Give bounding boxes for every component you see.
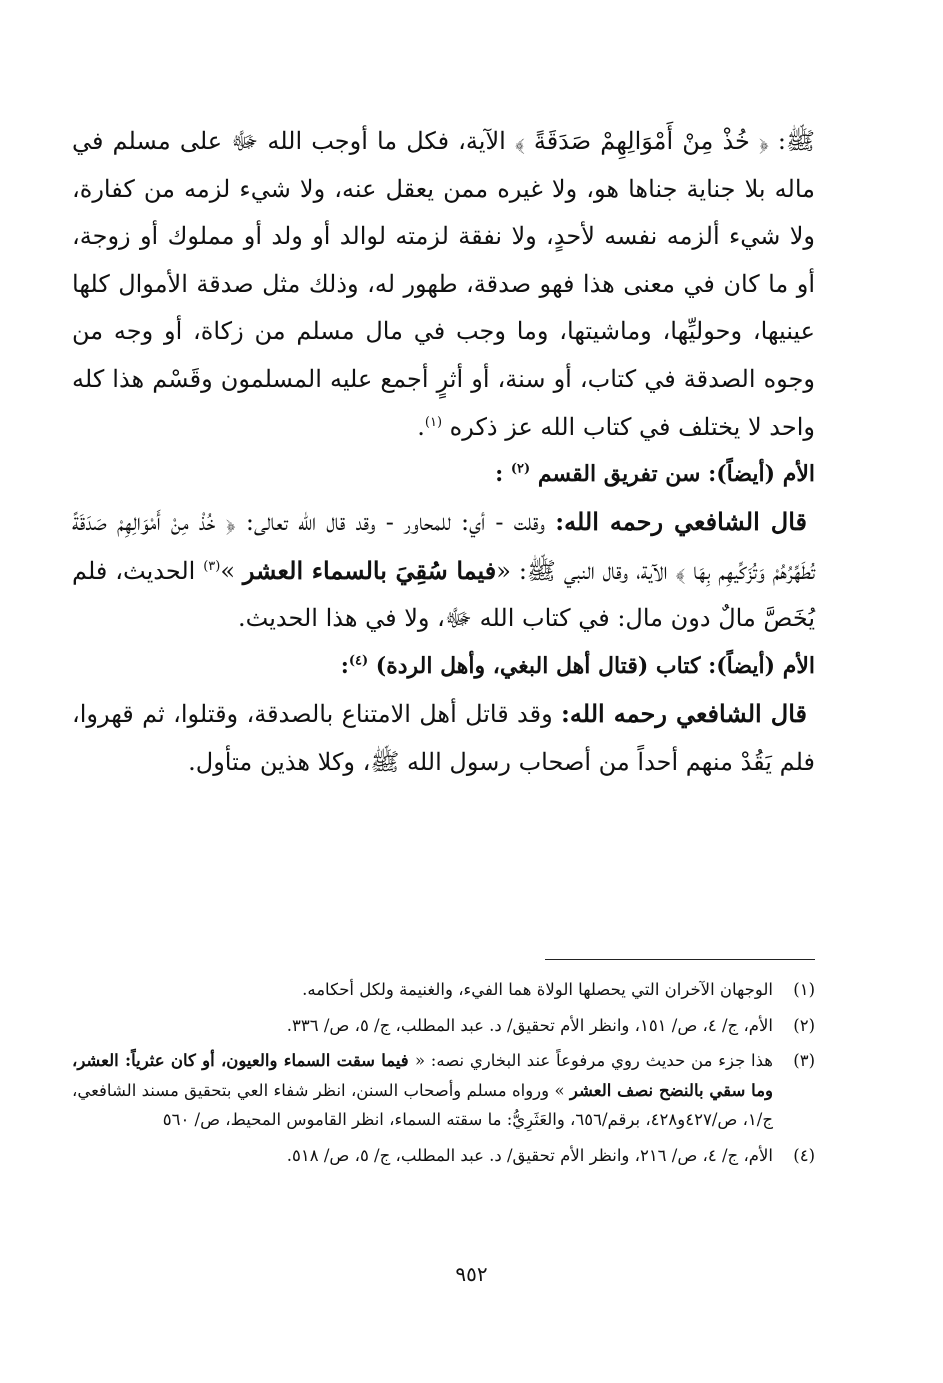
paragraph-1-end: . (417, 412, 425, 441)
section-heading-2-end: : (340, 652, 349, 679)
footnote-number: (٣) (793, 1051, 815, 1070)
footnote-ref-3[interactable]: (٣) (203, 558, 221, 574)
section-heading-1-end: : (495, 461, 504, 488)
footnote-4 (72, 1141, 815, 1171)
footnote-text (72, 1046, 773, 1135)
paragraph-2-text: وقلت - أي: للمحاور - وقد قال الله تعالى: ﴿ خُذْ مِنْ أَمْوَالِهِمْ صَدَقَةً تُطَهِّرُهُمْ وَتُزَكِّيهِم بِهَا ﴾ الآية، وقال النبي ﷺ: « (72, 508, 815, 585)
paragraph-2-text-end: الحديث، فلم يُخَصَّ مالٌ دون مال: في كتاب الله ﷻ، ولا في هذا الحديث. (72, 556, 815, 633)
section-heading-1 (72, 451, 815, 498)
section-heading-2 (72, 643, 815, 690)
footnote-text: الأم، ج/ ٤، ص/ ٢١٦، وانظر الأم تحقيق/ د. عبد المطلب، ج/ ٥، ص/ ٥١٨. (286, 1145, 773, 1165)
footnote-separator (545, 959, 815, 960)
section-heading-1-text: الأم (أيضاً): سن تفريق القسم (537, 461, 815, 488)
footnote-number: (٢) (793, 1015, 815, 1035)
footnote-ref-4[interactable]: (٤) (348, 653, 369, 669)
paragraph-1 (72, 118, 815, 451)
footnotes (72, 975, 815, 1176)
footnote-3 (72, 1046, 815, 1135)
hadith-quote: فيما سُقِيَ بالسماء العشر (242, 555, 497, 585)
footnote-hadith-quote: فيما سقت السماء والعيون، أو كان عثرياً: العشر، وما سقي بالنضح نصف العشر (72, 1051, 774, 1100)
footnote-text: الأم، ج/ ٤، ص/ ١٥١، وانظر الأم تحقيق/ د. عبد المطلب، ج/ ٥، ص/ ٣٣٦. (286, 1015, 773, 1035)
paragraph-3 (72, 690, 815, 786)
main-text (72, 118, 815, 786)
paragraph-1-text: ﷺ: ﴿ خُذْ مِنْ أَمْوَالِهِمْ صَدَقَةً ﴾ الآية، فكل ما أوجب الله ﷻ على مسلم في ماله بلا جناية جناها هو، ولا غيره ممن يعقل عنه، ولا شيء لزمه من كفارة، ولا شيء ألزمه نفسه لأحدٍ، ولا نفقة لزمته لوالد أو ولد أو مملوك أو زوجة، أو ما كان في معنى هذا فهو صدقة، طهور له، وذلك مثل صدقة الأموال كلها عينيها، وحوليِّها، وماشيتها، وما وجب في مال مسلم من زكاة، أو وجه من وجوه الصدقة في كتاب، أو سنة، أو أثرٍ أجمع عليه المسلمون وقَسْم هذا كله واحد لا يختلف في كتاب الله عز ذكره (72, 127, 815, 441)
footnote-1 (72, 975, 815, 1005)
hadith-quote-close: » (220, 556, 243, 585)
paragraph-2 (72, 498, 815, 643)
footnote-text-start: هذا جزء من حديث روي مرفوعاً عند البخاري نصه: « (414, 1051, 773, 1070)
footnote-text: الوجهان الآخران التي يحصلها الولاة هما الفيء، والغنيمة ولكل أحكامه. (302, 980, 773, 999)
footnote-ref-2[interactable]: (٢) (510, 461, 531, 477)
footnote-number: (١) (793, 980, 815, 999)
paragraph-3-lead: قال الشافعي رحمه الله: (561, 698, 807, 728)
section-heading-2-text: الأم (أيضاً): كتاب (قتال أهل البغي، وأهل الردة) (375, 652, 815, 679)
paragraph-2-lead: قال الشافعي رحمه الله: (555, 507, 807, 537)
footnote-ref-1[interactable]: (١) (424, 414, 443, 430)
paragraph-3-text: وقد قاتل أهل الامتناع بالصدقة، وقتلوا، ثم قهروا، فلم يَقُدْ منهم أحداً من أصحاب رسول الله ﷺ، وكلا هذين متأول. (72, 699, 815, 776)
page-number: ٩٥٢ (455, 1262, 488, 1286)
footnote-text-end: » ورواه مسلم وأصحاب السنن، انظر شفاء العي بتحقيق مسند الشافعي، ج/١، ص/٤٢٧و٤٢٨، برقم/٦٥٦، والعَثَرِيُّ: ما سقته السماء، انظر القاموس المحيط، ص/ ٥٦٠ (72, 1080, 773, 1129)
footnote-number: (٤) (793, 1145, 815, 1165)
footnote-2 (72, 1011, 815, 1041)
